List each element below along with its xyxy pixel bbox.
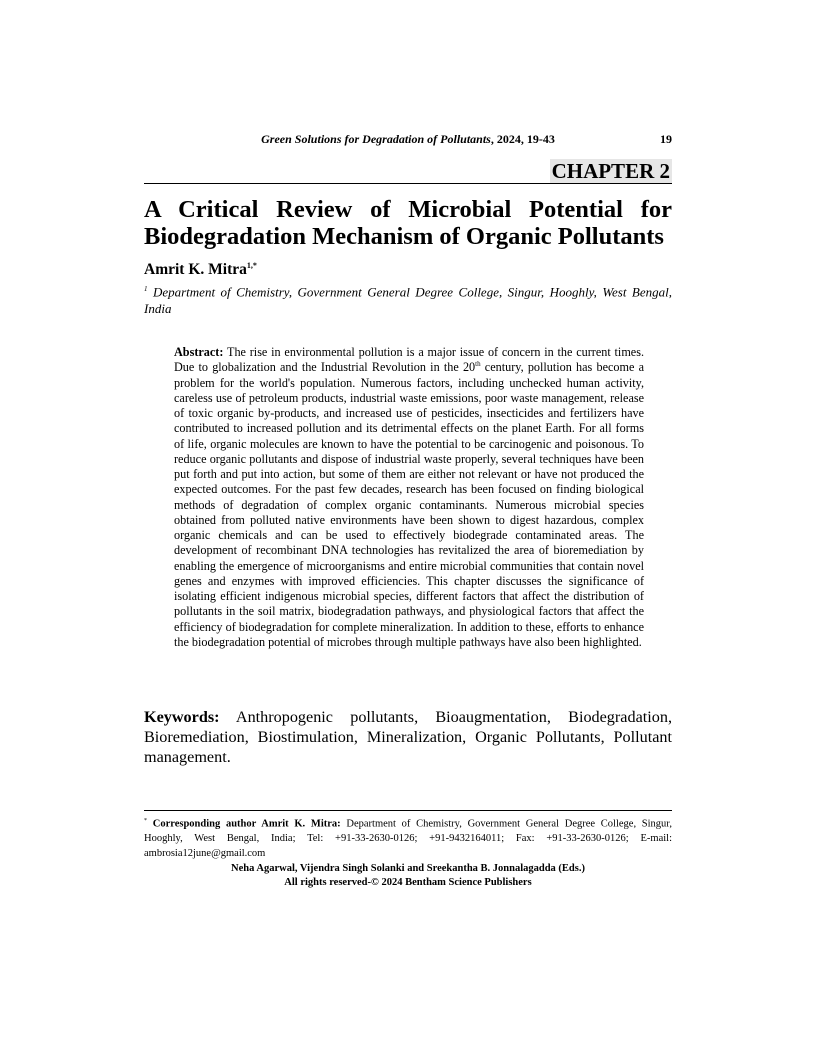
- editors-line: Neha Agarwal, Vijendra Singh Solanki and Sreekantha B. Jonnalagadda (Eds.): [231, 863, 585, 874]
- book-year-pages: , 2024, 19-43: [490, 132, 555, 146]
- header-rule: [144, 183, 672, 184]
- book-title: Green Solutions for Degradation of Pollutants: [261, 132, 491, 146]
- footnote-sup: *: [144, 818, 147, 824]
- footnote-label: Corresponding author Amrit K. Mitra:: [147, 818, 341, 830]
- footnote: [144, 814, 672, 861]
- abstract-sup: th: [475, 360, 481, 369]
- abstract: [174, 345, 644, 650]
- chapter-label: CHAPTER 2: [551, 159, 670, 183]
- author-sup: 1,*: [246, 261, 257, 270]
- abstract-label: Abstract:: [174, 345, 224, 359]
- keywords-label: Keywords:: [144, 708, 220, 726]
- book-citation: [144, 132, 672, 147]
- abstract-text-cont: century, pollution has become a problem for the world's population. Numerous factors, including unchecked human activity, careless use of petroleum products, industrial waste emissions, poor waste management, release of toxic organic by-products, and increased use of pesticides, insecticides and fertilizers have contributed to increased pollution and its detrimental effects on the planet Earth. For all forms of life, organic molecules are known to have the potential to be carcinogenic and poisonous. To reduce organic pollutants and dispose of industrial waste properly, several techniques have been put forth and put into action, but some of them are either not relevant or have not produced the expected outcomes. For the past few decades, research has been focused on finding biological methods of degradation of complex organic contaminants. Numerous microbial species obtained from polluted native environments have been shown to digest hazardous, complex organic chemicals and can be used to effectively biodegrade contaminated areas. The development of recombinant DNA technologies has revitalized the area of bioremediation by enabling the emergence of microorganisms and entire microbial communities that contain novel genes and enzymes with improved efficiencies. This chapter discusses the significance of isolating efficient indigenous microbial species, different factors that affect the distribution of pollutants in the soil matrix, biodegradation pathways, and physiological factors that affect the efficiency of biodegradation for complete mineralization. In addition to these, efforts to enhance the biodegradation potential of microbes through multiple pathways have also been highlighted.: [174, 360, 644, 649]
- affiliation: [144, 281, 672, 317]
- author: [144, 261, 257, 279]
- editors-block: [144, 862, 672, 889]
- footnote-text: Department of Chemistry, Government General Degree College, Singur, Hooghly, West Bengal, India; Tel: +91-33-2630-0126; +91-9432164011; Fax: +91-33-2630-0126; E-mail: ambrosia12june@gmail.com: [144, 818, 673, 859]
- title-line-2: Biodegradation Mechanism of Organic Pollutants: [144, 223, 664, 250]
- page-number: 19: [660, 132, 672, 146]
- affiliation-sup: 1: [144, 285, 148, 293]
- keywords: [144, 707, 672, 767]
- affiliation-text: Department of Chemistry, Government General Degree College, Singur, Hooghly, West Bengal, India: [144, 284, 672, 317]
- author-name: Amrit K. Mitra: [144, 261, 247, 279]
- footnote-rule: [144, 810, 672, 811]
- copyright-line: All rights reserved-© 2024 Bentham Science Publishers: [284, 876, 532, 888]
- chapter-title: [144, 196, 672, 250]
- title-line-1: A Critical Review of Microbial Potential for: [144, 196, 672, 223]
- keywords-text: Anthropogenic pollutants, Bioaugmentation, Biodegradation, Bioremediation, Biostimulation, Mineralization, Organic Pollutants, Pollutant management.: [144, 708, 672, 766]
- abstract-text: The rise in environmental pollution is a major issue of concern in the current times. Due to globalization and the Industrial Revolution in the 20: [174, 345, 644, 375]
